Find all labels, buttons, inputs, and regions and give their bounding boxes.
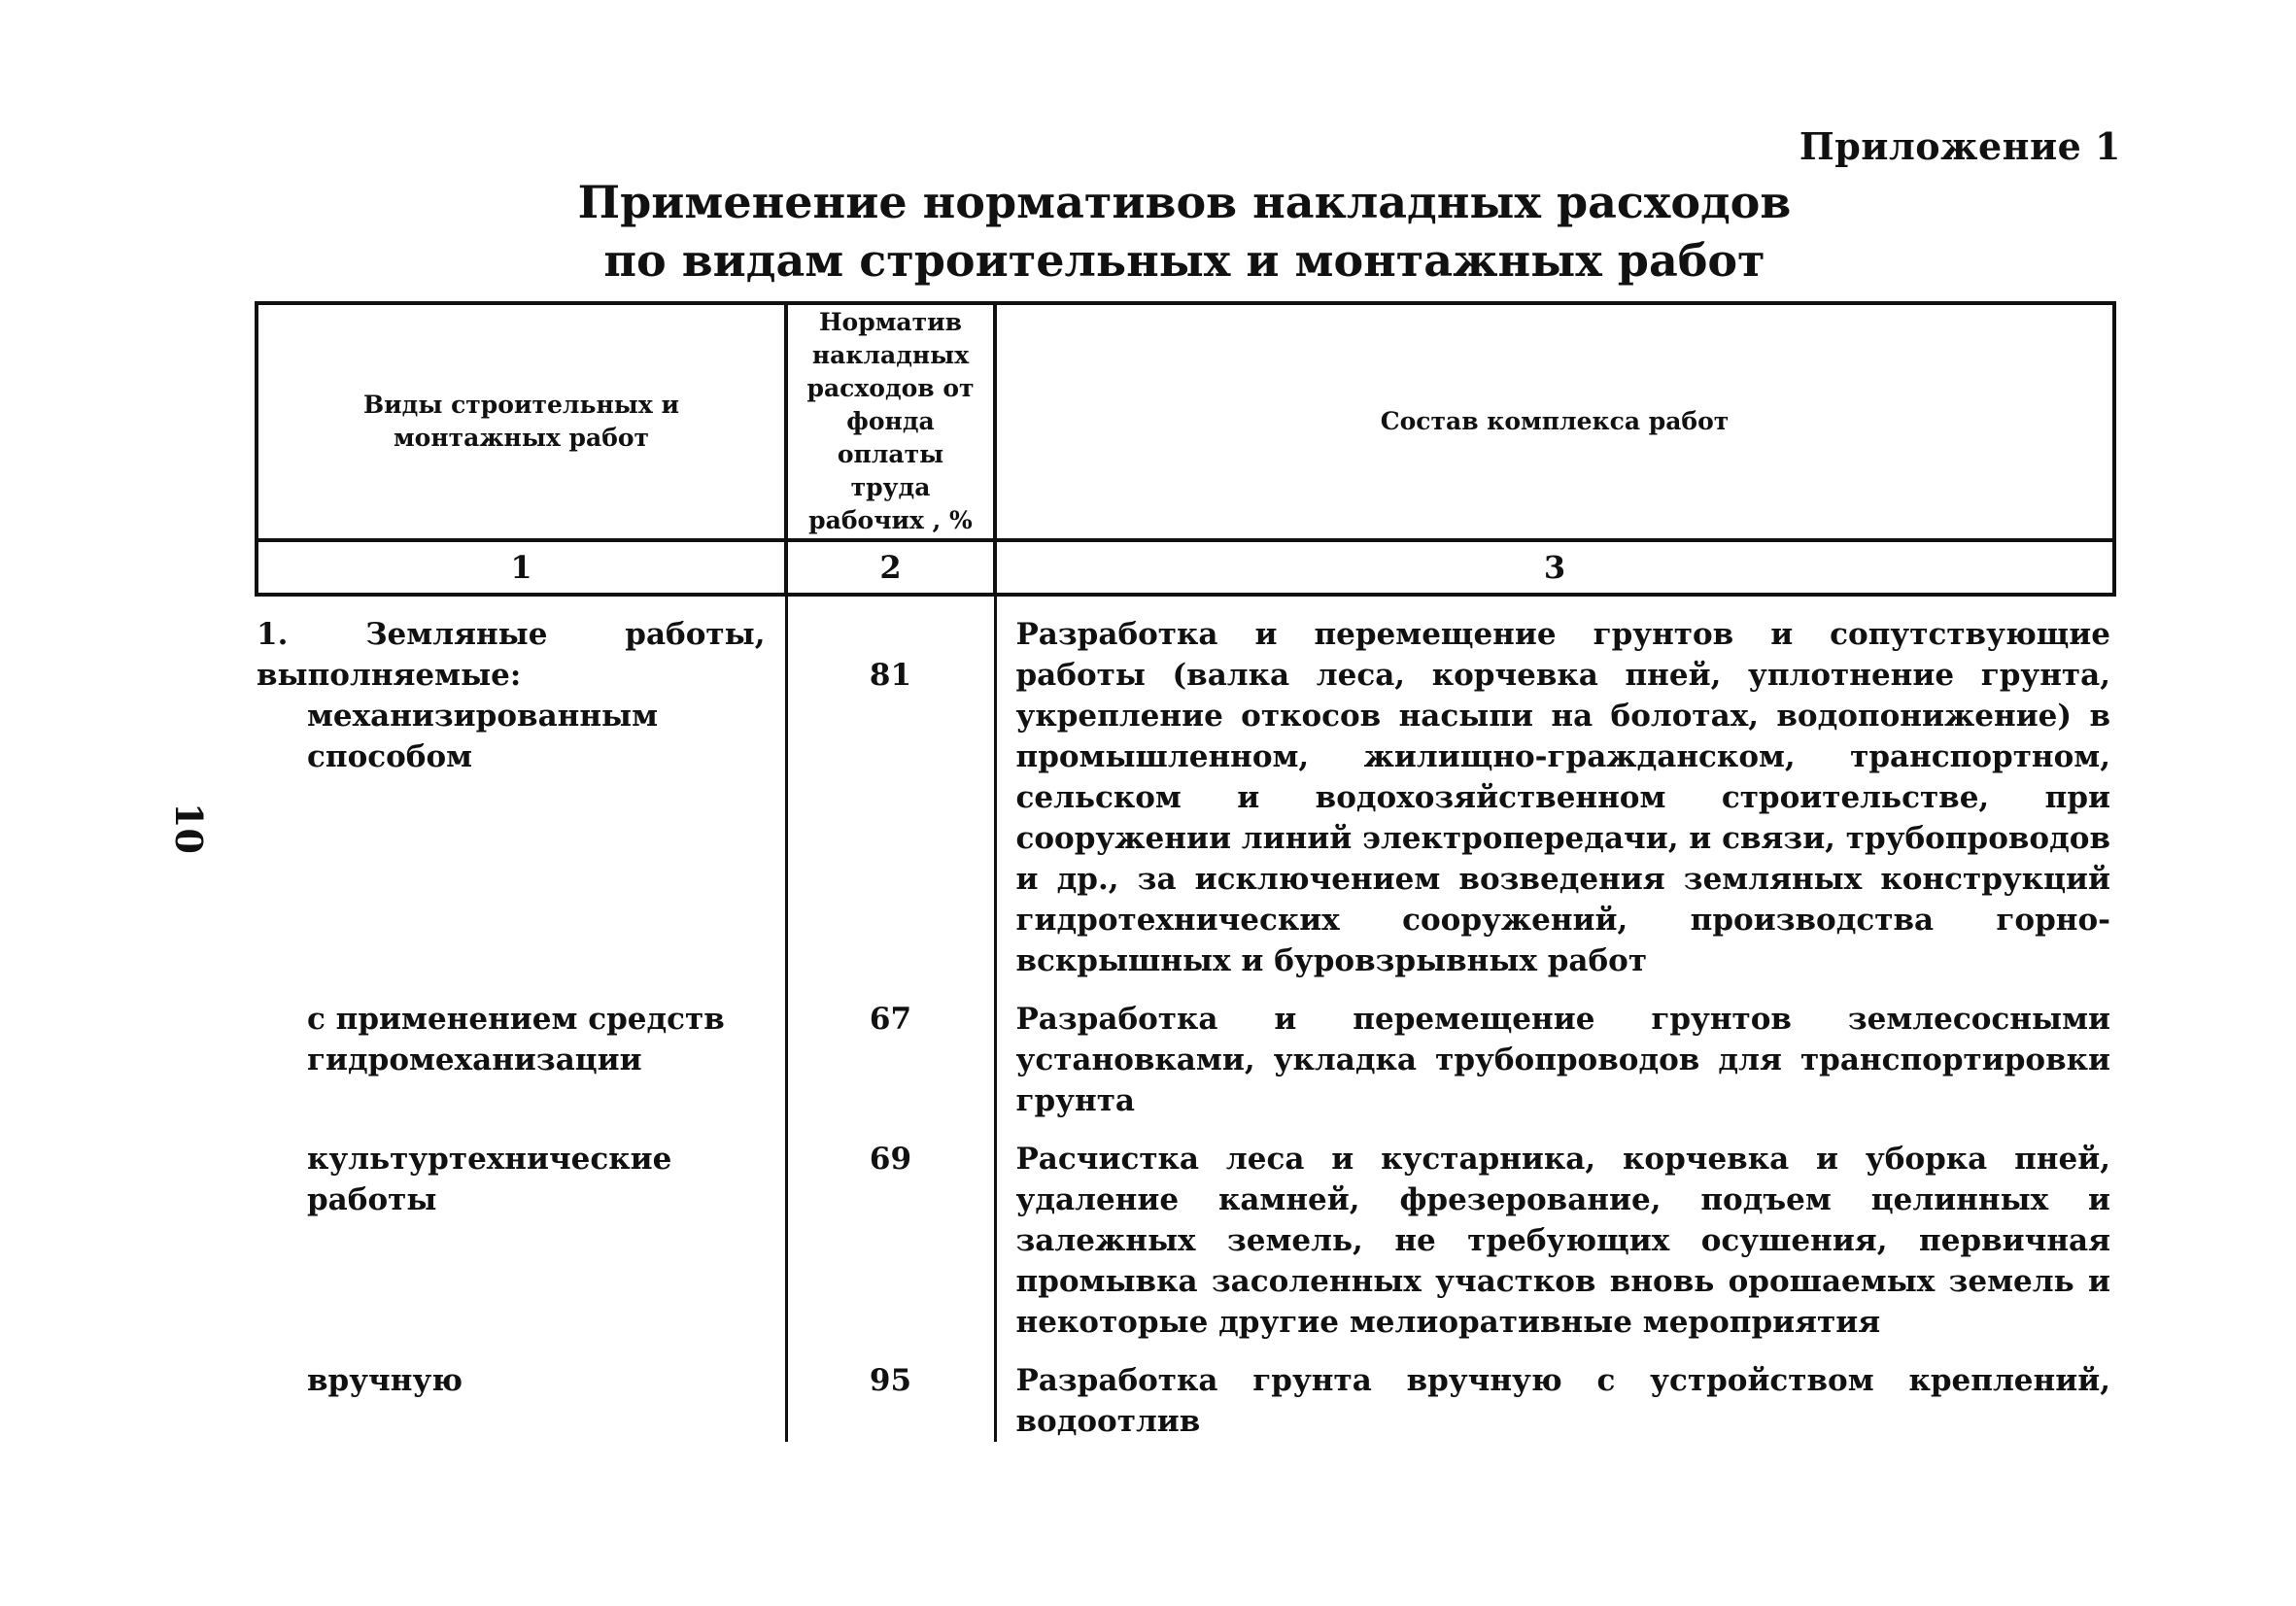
- column-number-1: 1: [257, 540, 786, 595]
- work-kind: культуртехнические работы: [307, 1142, 672, 1217]
- work-kind-cell: [257, 595, 786, 981]
- norm-value: 95: [786, 1343, 995, 1442]
- column-number-3: 3: [995, 540, 2114, 595]
- title-line-2: по видам строительных и монтажных работ: [603, 234, 1765, 287]
- table-row: [257, 981, 2114, 1121]
- norm-value: 67: [786, 981, 995, 1121]
- page-number: 10: [166, 803, 211, 854]
- work-kind: вручную: [307, 1363, 463, 1398]
- work-description: Разработка грунта вручную с устройством креплений, водоотлив: [1015, 1363, 2110, 1439]
- work-kind: механизированным способом: [307, 699, 659, 774]
- work-kind-cell: [257, 1121, 786, 1343]
- work-description: Расчистка леса и кустарника, корчевка и уборка пней, удаление камней, фрезерование, подъем целинных и залежных земель, не требующих осушения, первичная промывка засоленных участков вновь орошаемых земель и некоторые другие мелиоративные мероприятия: [1015, 1142, 2110, 1340]
- header-norm-percent: Норматив накладных расходов от фонда оплаты труда рабочих , %: [786, 303, 995, 540]
- work-kind: с применением средств гидромеханизации: [307, 1002, 725, 1077]
- section-title: 1. Земляные работы, выполняемые:: [257, 617, 766, 693]
- header-work-composition: Состав комплекса работ: [995, 303, 2114, 540]
- work-description: Разработка и перемещение грунтов и сопутствующие работы (валка леса, корчевка пней, уплотнение грунта, укрепление откосов насыпи на болотах, водопонижение) в промышленном, жилищно-гражданском, транспортном, сельском и водохозяйственном строительстве, при сооружении линий электропередачи, и связи, трубопроводов и др., за исключением возведения земляных конструкций гидротехнических сооружений, производства горно-вскрышных и буровзрывных работ: [1015, 617, 2110, 978]
- work-kind-cell: [257, 981, 786, 1121]
- table-row: [257, 1343, 2114, 1442]
- appendix-label: Приложение 1: [1799, 124, 2121, 168]
- work-description: Разработка и перемещение грунтов землесосными установками, укладка трубопроводов для транспортировки грунта: [1015, 1002, 2110, 1118]
- table-row: [257, 595, 2114, 981]
- work-kind-cell: [257, 1343, 786, 1442]
- table-row: [257, 1121, 2114, 1343]
- page-title: [256, 173, 2113, 290]
- column-number-row: [257, 540, 2114, 595]
- overhead-norms-table: [255, 301, 2116, 1442]
- header-work-types: Виды строительных и монтажных работ: [257, 303, 786, 540]
- norm-value: 81: [786, 595, 995, 981]
- column-number-2: 2: [786, 540, 995, 595]
- table-header-row: [257, 303, 2114, 540]
- norm-value: 69: [786, 1121, 995, 1343]
- title-line-1: Применение нормативов накладных расходов: [577, 176, 1792, 228]
